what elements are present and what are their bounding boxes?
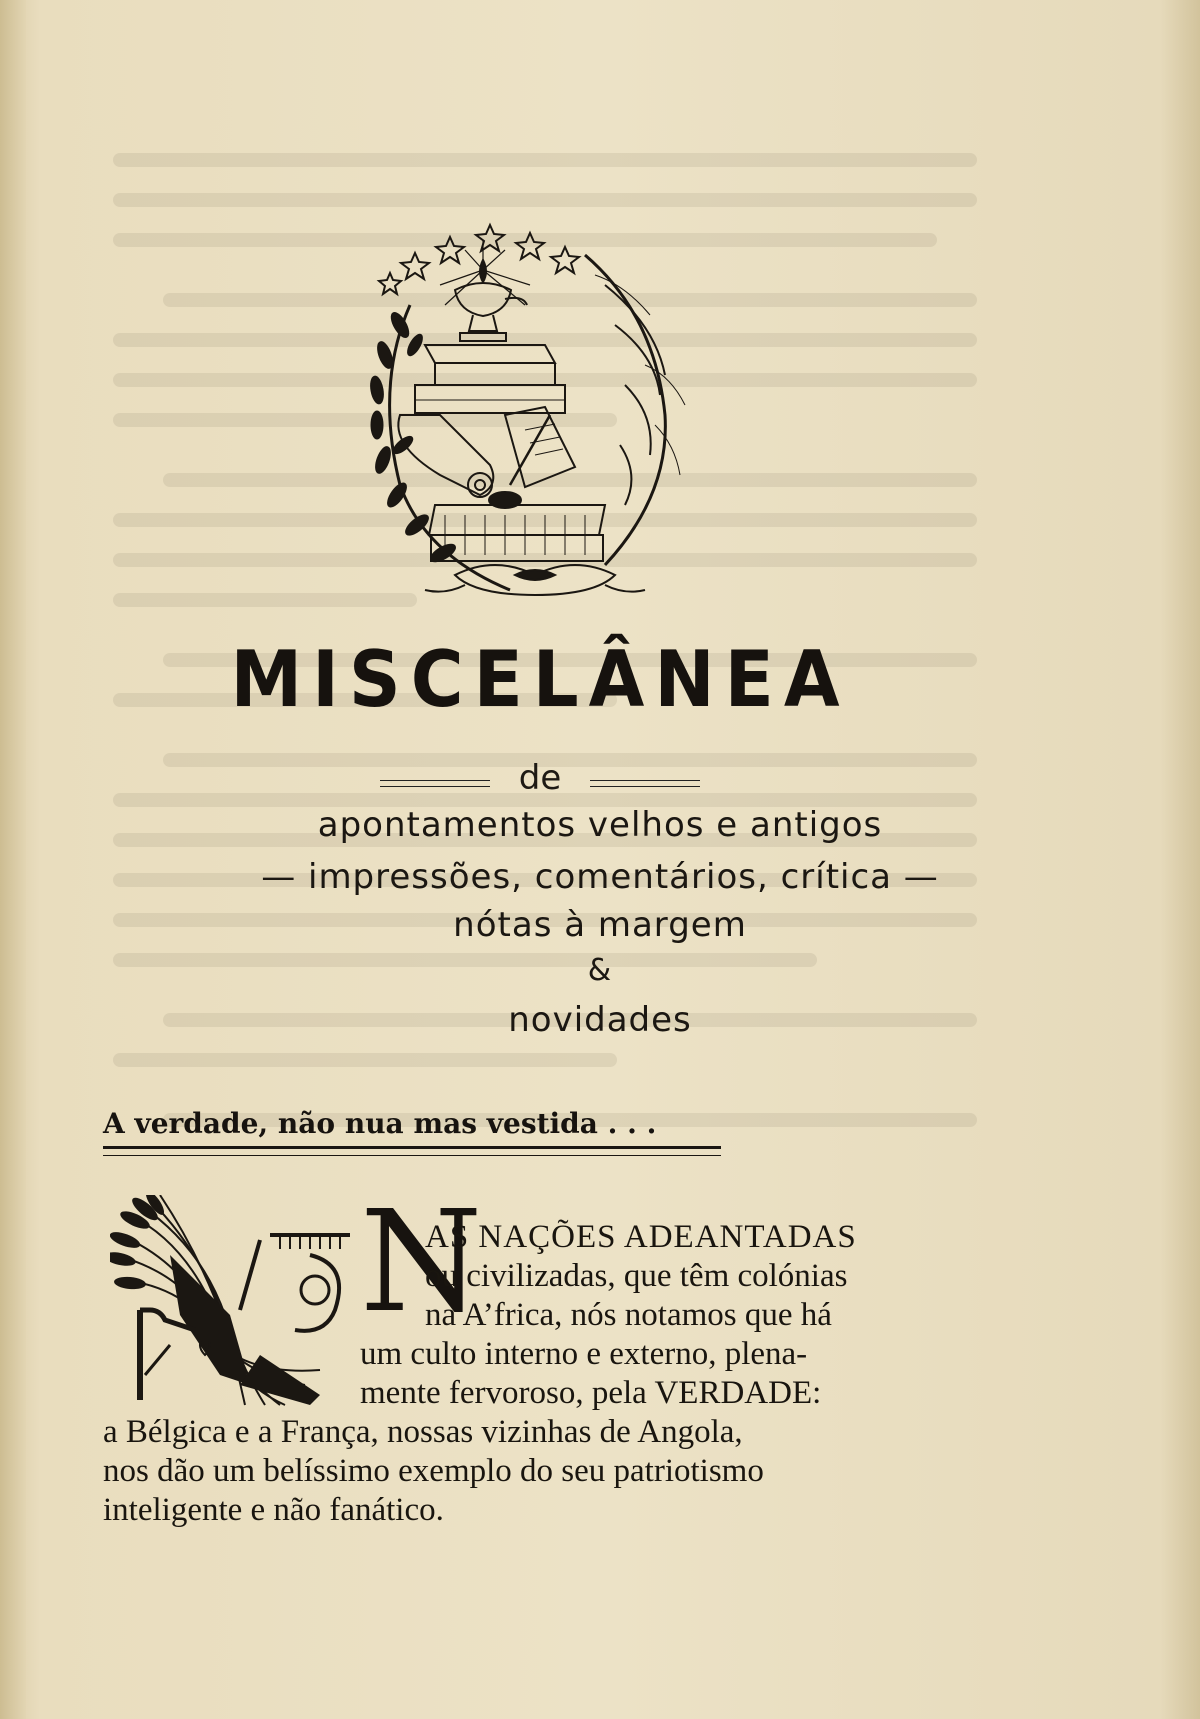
double-rule-right [590, 780, 700, 787]
heading-underline [103, 1146, 721, 1156]
subtitle-line: nótas à margem [453, 905, 747, 945]
page-binding-edge [0, 0, 26, 1719]
lamp-books-wreath-emblem [355, 215, 705, 610]
page-title: MISCELÂNEA [230, 633, 850, 725]
subtitle-line: — impressões, comentários, crítica — [261, 857, 939, 897]
subtitle-line: apontamentos velhos e antigos [317, 805, 883, 845]
body-line: inteligente e não fanático. [103, 1492, 444, 1528]
title-connector [380, 760, 700, 800]
article-heading: A verdade, não nua mas vestida . . . [103, 1107, 657, 1140]
subtitle-line: novidades [508, 1000, 692, 1040]
body-line: mente fervoroso, pela VERDADE: [360, 1375, 822, 1411]
drop-cap: N [360, 1181, 483, 1344]
body-line: AS NAÇÕES ADEANTADAS [425, 1219, 857, 1255]
body-line: a Bélgica e a França, nossas vizinhas de Angola, [103, 1414, 743, 1450]
body-line: um culto interno e externo, plena- [360, 1336, 808, 1372]
body-line: na A’frica, nós notamos que há [425, 1297, 832, 1333]
connector-word: de [518, 758, 562, 798]
wheat-sheaf-tools-vignette [110, 1195, 360, 1410]
subtitle-ampersand: & [587, 953, 613, 988]
body-line: ou civilizadas, que têm colónias [425, 1258, 848, 1294]
body-line: nos dão um belíssimo exemplo do seu patriotismo [103, 1453, 764, 1489]
